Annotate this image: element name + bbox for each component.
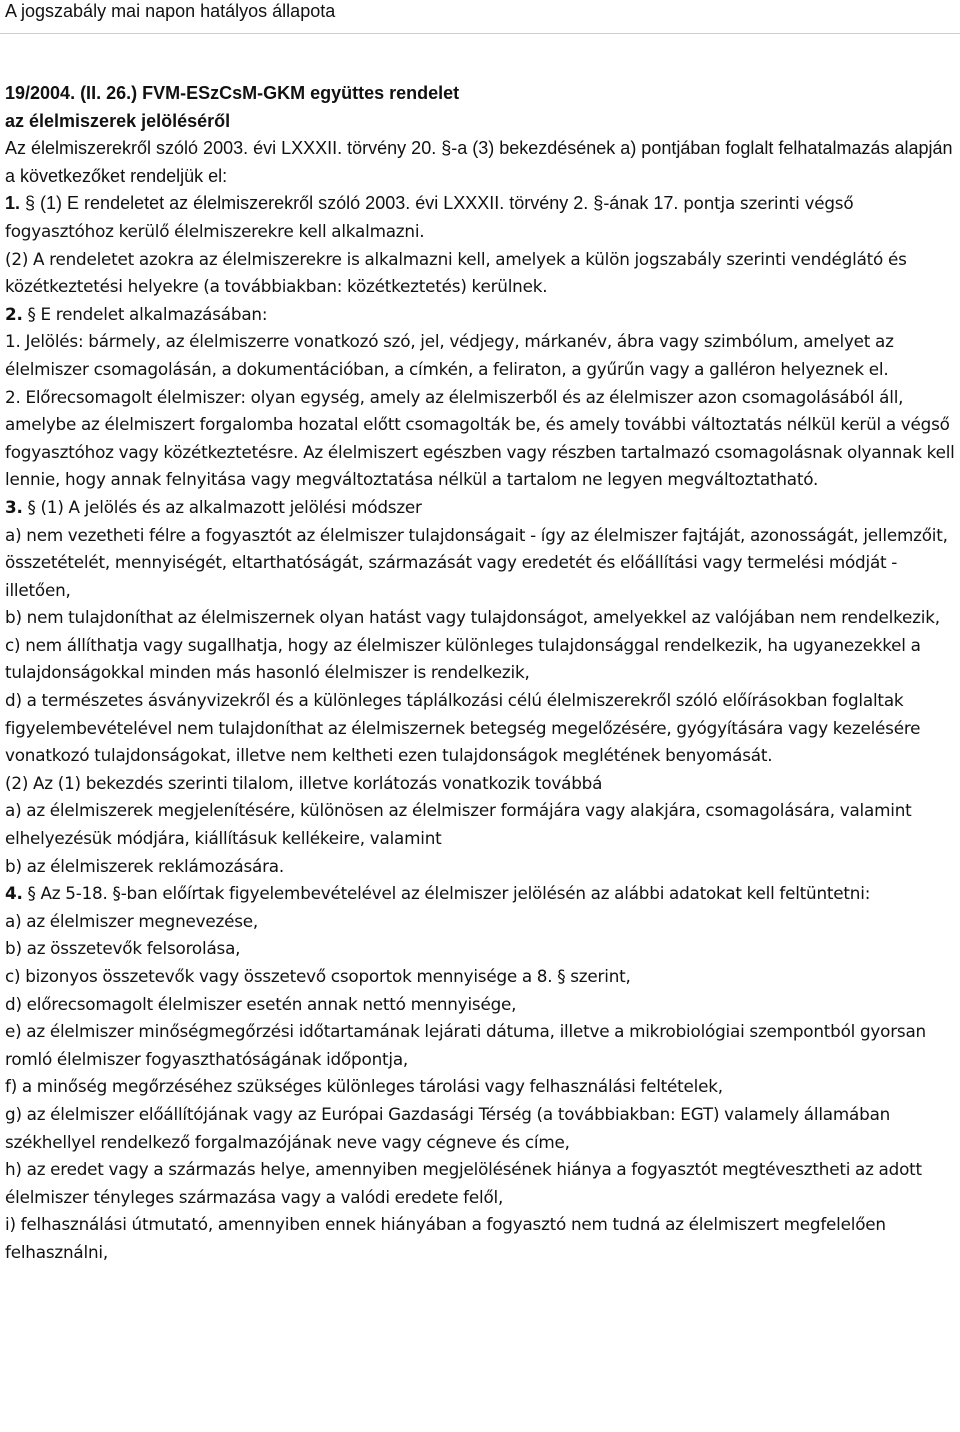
section-4-number: 4. xyxy=(5,883,23,904)
section-3-item: c) nem állíthatja vagy sugallhatja, hogy az élelmiszer különleges tulajdonsággal rendelkezik, ha ugyanezekkel a tulajdonságokkal minden más hasonló élelmiszer is rendelkezik, xyxy=(5,634,921,683)
section-2-title: § E rendelet alkalmazásában: xyxy=(27,303,268,324)
section-4-item: e) az élelmiszer minőségmegőrzési időtartamának lejárati dátuma, illetve a mikrobiológiai szempontból gyorsan romló élelmiszer fogyaszthatóságának időpontja, xyxy=(5,1021,926,1069)
section-1-number: 1. xyxy=(5,193,21,214)
section-2-definition-1: 1. Jelölés: bármely, az élelmiszerre vonatkozó szó, jel, védjegy, márkanév, ábra vagy szimbólum, amelyet az élelmiszer csomagolásán, a dokumentációban, a címkén, a feliraton, a gyűrűn vagy a galléron helyeznek el. xyxy=(5,331,894,379)
section-4-item: c) bizonyos összetevők vagy összetevő csoportok mennyisége a 8. § szerint, xyxy=(5,966,631,986)
section-1-paragraph-1-start: § (1) E rendeletet az élelmiszerekről szóló 2003. évi LXXXII. törvény 2. §-ának 17. xyxy=(25,193,679,214)
section-3-item: d) a természetes ásványvizekről és a különleges táplálkozási célú élelmiszerekről szóló előírásokban foglaltak figyelembevételével nem tulajdoníthat az élelmiszernek betegség megelőzésére, gyógyítására vagy kezelésére vonatkozó tulajdonságokat, illetve nem keltheti ezen tulajdonságok meglétének benyomását. xyxy=(5,690,921,766)
section-3-item: b) az élelmiszerek reklámozására. xyxy=(5,855,284,876)
section-3-item: a) nem vezetheti félre a fogyasztót az élelmiszer tulajdonságait - így az élelmiszer fajtáját, azonosságát, jellemzőit, összetételét, mennyiségét, eltarthatóságát, származását vagy eredetét és előállítási vagy termelési módját - illetően, xyxy=(5,524,948,600)
section-4-item: d) előrecsomagolt élelmiszer esetén annak nettó mennyisége, xyxy=(5,993,517,1014)
section-2-definition-2: 2. Előrecsomagolt élelmiszer: olyan egység, amely az élelmiszerből és az élelmiszer azon csomagolásából áll, amelybe az élelmiszert forgalomba hozatal előtt csomagolták be, és amely további változtatás nélkül kerül a végső fogyasztóhoz vagy közétkeztetésre. Az élelmiszert egészben vagy részben tartalmazó csomagolásnak olyannak kell lennie, hogy annak felnyitása vagy megváltoztatása nélkül a tartalom ne legyen megváltoztatható. xyxy=(5,386,955,490)
preamble: Az élelmiszerekről szóló 2003. évi LXXXII. törvény 20. §-a (3) bekezdésének a) pontjában foglalt felhatalmazás alapján a következőket rendeljük el: xyxy=(5,138,953,186)
section-3-heading xyxy=(5,494,955,522)
section-4-item: f) a minőség megőrzéséhez szükséges különleges tárolási vagy felhasználási feltételek, xyxy=(5,1076,723,1097)
section-4-item: g) az élelmiszer előállítójának vagy az Európai Gazdasági Térség (a továbbiakban: EGT) valamely államában székhellyel rendelkező forgalmazójának neve vagy cégneve és címe, xyxy=(5,1103,891,1152)
page-header-title: A jogszabály mai napon hatályos állapota xyxy=(5,1,336,21)
section-3-item: b) nem tulajdoníthat az élelmiszernek olyan hatást vagy tulajdonságot, amelyekkel az valójában nem rendelkezik, xyxy=(5,607,940,628)
section-4-title: § Az 5-18. §-ban előírtak figyelembevételével az élelmiszer jelölésén az alábbi adatokat kell feltüntetni: xyxy=(27,883,871,904)
section-4-item: a) az élelmiszer megnevezése, xyxy=(5,910,259,931)
page-header xyxy=(0,0,960,34)
section-4-item: b) az összetevők felsorolása, xyxy=(5,938,241,959)
section-3-item: a) az élelmiszerek megjelenítésére, különösen az élelmiszer formájára vagy alakjára, csomagolására, valamint elhelyezésük módjára, kiállításuk kellékeire, valamint xyxy=(5,800,912,849)
section-1-paragraph-2: (2) A rendeletet azokra az élelmiszerekre is alkalmazni kell, amelyek a külön jogszabály szerinti vendéglátó és közétkeztetési helyekre (a továbbiakban: közétkeztetés) kerülnek. xyxy=(5,248,907,297)
document-title xyxy=(5,80,955,135)
section-4-heading xyxy=(5,880,955,908)
document-body xyxy=(5,80,955,1267)
section-2-number: 2. xyxy=(5,303,23,324)
section-3-title: § (1) A jelölés és az alkalmazott jelölési módszer xyxy=(27,496,422,517)
section-1 xyxy=(5,190,955,245)
section-1-paragraph-1-end: pontja szerinti végső fogyasztóhoz kerülő élelmiszerekre kell alkalmazni. xyxy=(5,193,854,241)
section-3-number: 3. xyxy=(5,496,23,517)
section-4-item: i) felhasználási útmutató, amennyiben ennek hiányában a fogyasztó nem tudná az élelmiszert megfelelően felhasználni, xyxy=(5,1214,886,1262)
document-title-line2: az élelmiszerek jelöléséről xyxy=(5,110,231,131)
document-title-line1: 19/2004. (II. 26.) FVM-ESzCsM-GKM együttes rendelet xyxy=(5,83,460,103)
section-4-item: h) az eredet vagy a származás helye, amennyiben megjelölésének hiánya a fogyasztót megtévesztheti az adott élelmiszer tényleges származása vagy a valódi eredete felől, xyxy=(5,1159,922,1207)
section-3-item: (2) Az (1) bekezdés szerinti tilalom, illetve korlátozás vonatkozik továbbá xyxy=(5,772,603,793)
section-2-heading xyxy=(5,301,955,329)
